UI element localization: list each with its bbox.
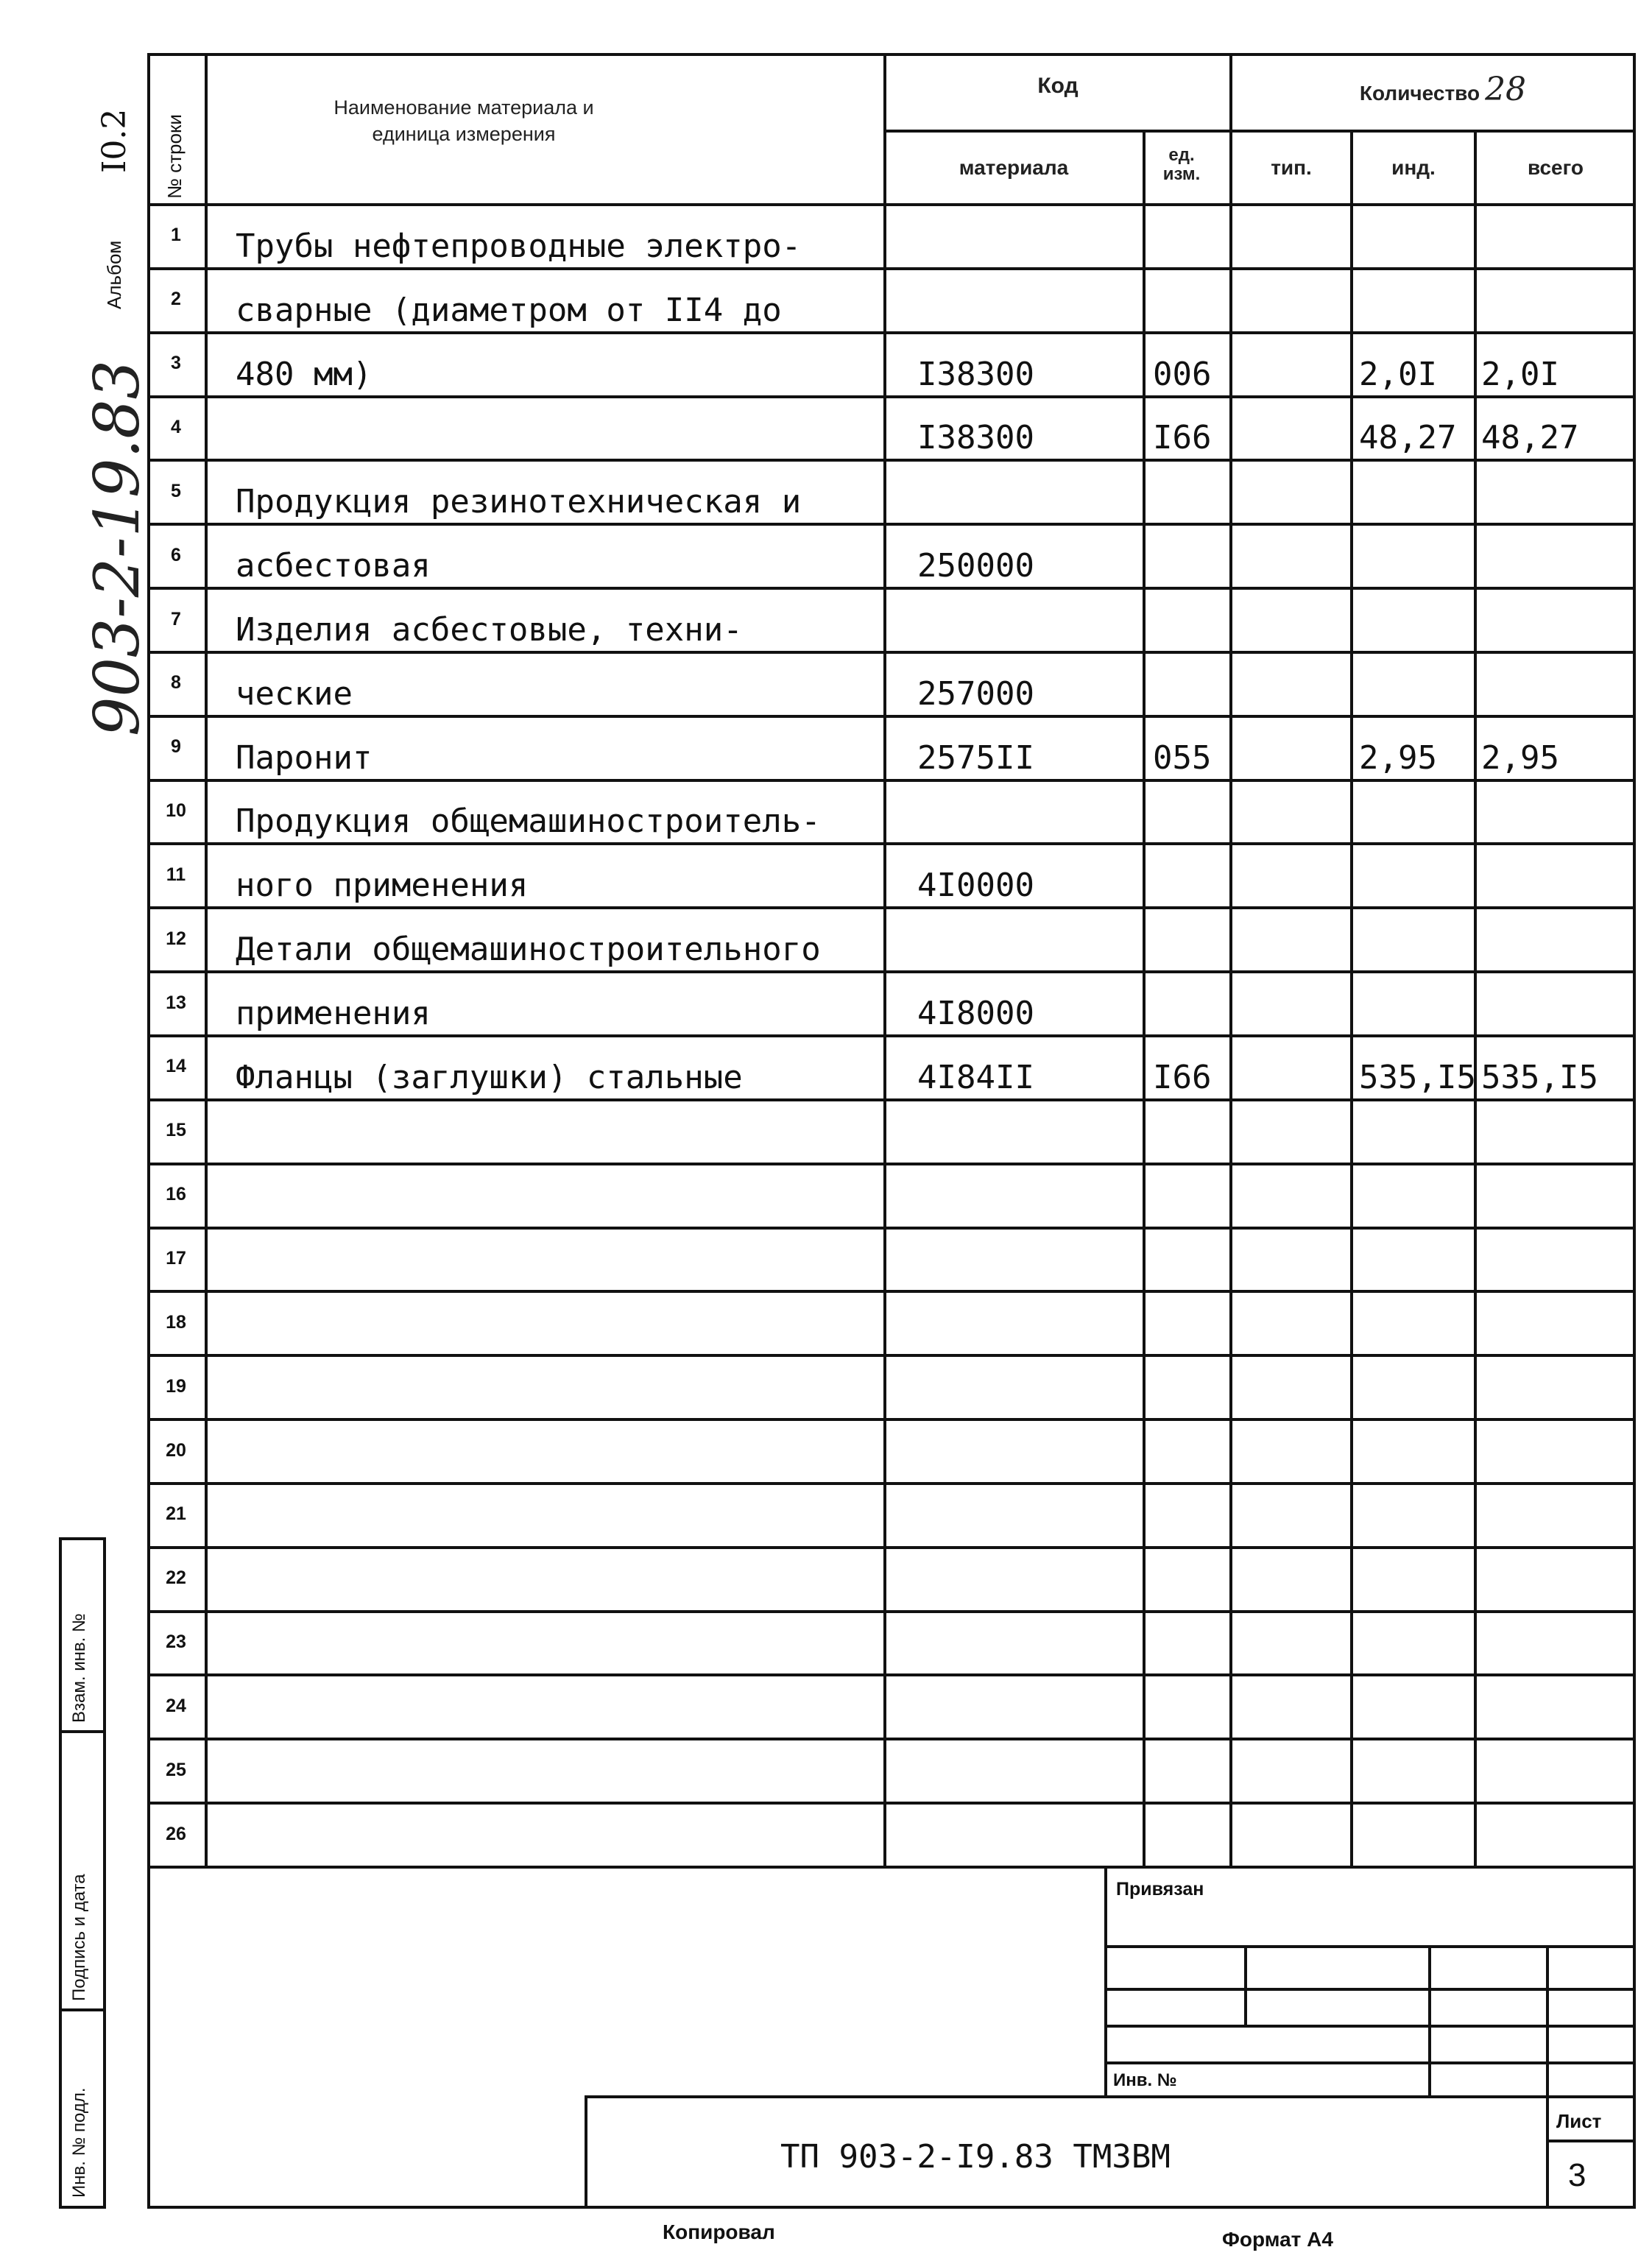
name-header: Наименование материала и единица измерения [333, 96, 594, 145]
quantity-label: Количество [1359, 82, 1480, 105]
unit-code: 055 [1153, 738, 1212, 777]
material-code: 4I0000 [917, 867, 1034, 905]
row-number: 17 [166, 1247, 186, 1269]
material-code: 4I8000 [917, 995, 1034, 1032]
row-number: 6 [171, 544, 181, 565]
row-number: 8 [171, 672, 181, 694]
row-number: 18 [166, 1311, 186, 1333]
material-name: применения [236, 995, 431, 1032]
quantity-total: 535,I5 [1481, 1058, 1598, 1096]
linked-label: Привязан [1116, 1879, 1204, 1900]
row-number: 14 [166, 1056, 186, 1077]
row-number: 22 [166, 1567, 186, 1589]
material-code: 250000 [917, 547, 1034, 585]
inv-label: Инв. № [1113, 2070, 1177, 2090]
row-number: 7 [171, 608, 181, 629]
row-number: 24 [166, 1695, 186, 1716]
material-name: Трубы нефтепроводные электро- [236, 227, 802, 265]
unit-header: ед. изм. [1162, 145, 1201, 184]
unit-code: I66 [1153, 419, 1212, 457]
material-code: I38300 [917, 419, 1034, 457]
album-number: I0.2 [96, 108, 133, 173]
material-name: сварные (диаметром от II4 до [236, 291, 782, 329]
row-number: 10 [166, 800, 186, 822]
material-code: 2575II [917, 738, 1034, 777]
total-header: всего [1527, 156, 1584, 179]
material-code-header: материала [959, 156, 1069, 179]
quantity-ind: 48,27 [1359, 419, 1457, 457]
row-number: 19 [166, 1375, 186, 1397]
quantity-header [1310, 71, 1575, 108]
material-name: 480 мм) [236, 355, 373, 393]
quantity-total: 48,27 [1481, 419, 1579, 457]
unit-code: 006 [1153, 355, 1212, 393]
row-number: 11 [166, 864, 186, 885]
material-name: Детали общемашиностроительного [236, 931, 821, 969]
row-number: 9 [171, 736, 181, 758]
sheet-label: Лист [1556, 2110, 1602, 2132]
material-name: Фланцы (заглушки) стальные [236, 1058, 743, 1096]
row-number: 26 [166, 1823, 186, 1844]
quantity-total: 2,95 [1481, 738, 1559, 777]
replaced-inv-label: Взам. инв. № [69, 1613, 89, 1723]
ind-header: инд. [1391, 156, 1436, 179]
material-name: ного применения [236, 867, 529, 905]
row-number: 21 [166, 1503, 186, 1525]
typ-header: тип. [1271, 156, 1312, 179]
row-number: 12 [166, 928, 186, 949]
format-label: Формат А4 [1222, 2228, 1333, 2251]
material-code: 4I84II [917, 1058, 1034, 1096]
material-code: I38300 [917, 355, 1034, 393]
row-number: 2 [171, 289, 181, 310]
material-name: Изделия асбестовые, техни- [236, 610, 743, 649]
material-name: Продукция общемашиностроитель- [236, 803, 821, 841]
material-name: Паронит [236, 738, 373, 777]
project-code-handwritten: 903-2-19.83 [81, 359, 153, 736]
row-number: 25 [166, 1759, 186, 1780]
quantity-ind: 2,0I [1359, 355, 1437, 393]
sheet-number: 3 [1568, 2157, 1586, 2193]
row-number: 3 [171, 353, 181, 374]
album-label: Альбом [103, 240, 125, 309]
row-number-header: № строки [163, 114, 186, 199]
material-code: 257000 [917, 674, 1034, 713]
row-number: 15 [166, 1120, 186, 1141]
material-name: Продукция резинотехническая и [236, 483, 802, 521]
document-code: ТП 903-2-I9.83 ТМЗВМ [780, 2138, 1171, 2176]
material-name: асбестовая [236, 547, 431, 585]
copied-label: Копировал [663, 2221, 775, 2243]
quantity-ind: 2,95 [1359, 738, 1437, 777]
row-number: 5 [171, 480, 181, 501]
row-number: 16 [166, 1184, 186, 1205]
row-number: 20 [166, 1439, 186, 1461]
material-name: ческие [236, 674, 353, 713]
unit-code: I66 [1153, 1058, 1212, 1096]
quantity-handwritten: 28 [1485, 71, 1527, 108]
row-number: 23 [166, 1632, 186, 1653]
signature-date-label: Подпись и дата [69, 1874, 89, 2001]
row-number: 13 [166, 992, 186, 1013]
quantity-total: 2,0I [1481, 355, 1559, 393]
row-number: 4 [171, 416, 181, 437]
code-header: Код [1037, 74, 1079, 98]
original-inv-label: Инв. № подл. [69, 2087, 89, 2198]
quantity-ind: 535,I5 [1359, 1058, 1476, 1096]
row-number: 1 [171, 225, 181, 246]
